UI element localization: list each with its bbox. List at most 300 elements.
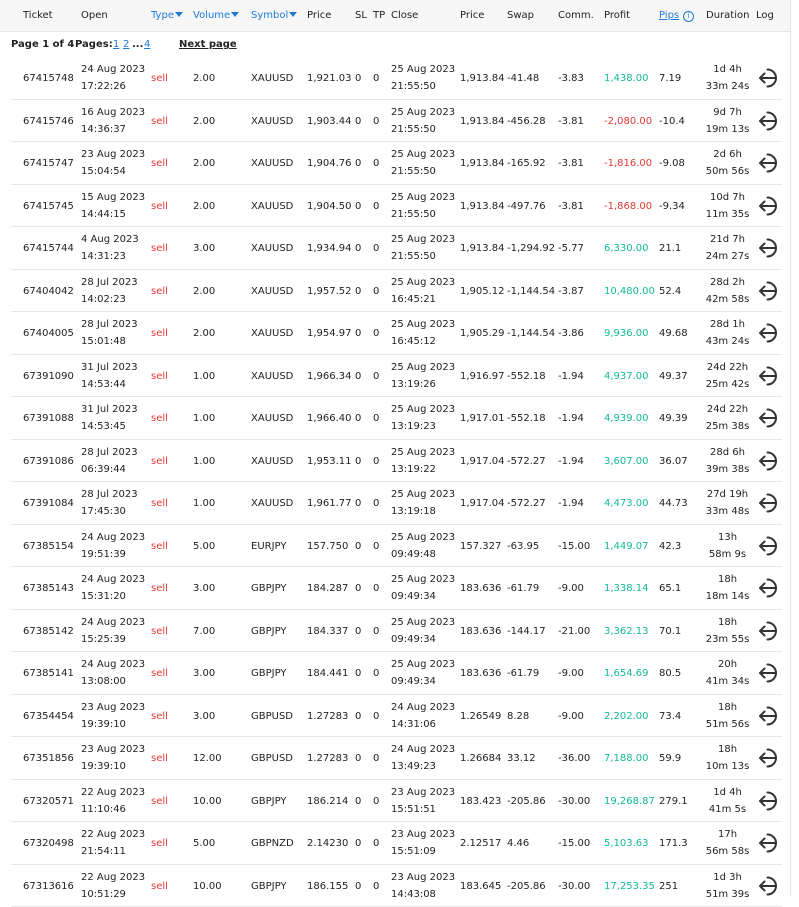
cell-open-time: 14:02:23	[81, 294, 126, 305]
cell-close-time: 21:55:50	[391, 166, 436, 177]
cell-close-date: 25 Aug 2023	[391, 149, 455, 160]
cell-close-date: 25 Aug 2023	[391, 489, 455, 500]
cell-sl: 0	[355, 626, 361, 637]
cell-comm: -3.81	[558, 116, 584, 127]
col-type-label: Type	[151, 10, 174, 21]
col-symbol-sort[interactable]	[251, 10, 297, 21]
cell-close-date: 25 Aug 2023	[391, 404, 455, 415]
cell-profit: 1,654.69	[604, 668, 649, 679]
cell-swap: -61.79	[507, 668, 539, 679]
cell-close-price: 1,913.84	[460, 243, 505, 254]
cell-close-date: 25 Aug 2023	[391, 192, 455, 203]
cell-comm: -3.86	[558, 328, 584, 339]
cell-open-date: 24 Aug 2023	[81, 659, 145, 670]
cell-type: sell	[151, 668, 168, 679]
cell-volume: 10.00	[193, 881, 222, 892]
cell-volume: 3.00	[193, 711, 215, 722]
cell-profit: 3,607.00	[604, 456, 649, 467]
cell-price: 157.750	[307, 541, 348, 552]
cell-duration-days: 10d 7h	[701, 192, 754, 203]
table-row	[11, 610, 782, 653]
exit-arrow-icon[interactable]	[755, 661, 779, 685]
cell-comm: -15.00	[558, 838, 590, 849]
cell-swap: -205.86	[507, 796, 546, 807]
cell-duration-days: 27d 19h	[701, 489, 754, 500]
cell-symbol: XAUUSD	[251, 498, 293, 509]
cell-volume: 2.00	[193, 201, 215, 212]
cell-swap: -497.76	[507, 201, 546, 212]
cell-tp: 0	[373, 116, 379, 127]
cell-type: sell	[151, 711, 168, 722]
cell-open-time: 15:01:48	[81, 336, 126, 347]
cell-volume: 12.00	[193, 753, 222, 764]
exit-arrow-icon[interactable]	[755, 194, 779, 218]
cell-tp: 0	[373, 838, 379, 849]
cell-close-price: 1,917.01	[460, 413, 505, 424]
cell-close-date: 25 Aug 2023	[391, 277, 455, 288]
cell-open-time: 14:53:44	[81, 379, 126, 390]
cell-pips: 70.1	[659, 626, 681, 637]
cell-swap: -165.92	[507, 158, 546, 169]
cell-pips: 52.4	[659, 286, 681, 297]
cell-ticket: 67415744	[23, 243, 74, 254]
cell-pips: -9.08	[659, 158, 685, 169]
cell-sl: 0	[355, 711, 361, 722]
cell-duration-time: 51m 56s	[701, 719, 754, 730]
cell-comm: -30.00	[558, 796, 590, 807]
exit-arrow-icon[interactable]	[755, 151, 779, 175]
cell-close-time: 13:49:23	[391, 761, 436, 772]
cell-close-time: 21:55:50	[391, 209, 436, 220]
cell-symbol: XAUUSD	[251, 456, 293, 467]
exit-arrow-icon[interactable]	[755, 66, 779, 90]
page-link-4[interactable]: 4	[144, 39, 150, 50]
cell-profit: 10,480.00	[604, 286, 655, 297]
cell-comm: -36.00	[558, 753, 590, 764]
cell-open-time: 14:36:37	[81, 124, 126, 135]
cell-volume: 1.00	[193, 413, 215, 424]
cell-profit: 4,473.00	[604, 498, 649, 509]
cell-sl: 0	[355, 201, 361, 212]
col-volume-label: Volume	[193, 10, 230, 21]
exit-arrow-icon[interactable]	[755, 789, 779, 813]
cell-close-date: 24 Aug 2023	[391, 744, 455, 755]
cell-tp: 0	[373, 243, 379, 254]
cell-open-time: 14:53:45	[81, 421, 126, 432]
cell-volume: 1.00	[193, 371, 215, 382]
cell-comm: -1.94	[558, 371, 584, 382]
cell-pips: 251	[659, 881, 678, 892]
cell-pips: 42.3	[659, 541, 681, 552]
cell-swap: -552.18	[507, 413, 546, 424]
col-close: Close	[391, 10, 418, 21]
page-ellipsis: ...	[132, 39, 143, 50]
cell-open-time: 21:54:11	[81, 846, 126, 857]
caret-down-icon	[289, 12, 297, 17]
cell-price: 1.27283	[307, 753, 348, 764]
cell-duration-time: 50m 56s	[701, 166, 754, 177]
cell-ticket: 67385143	[23, 583, 74, 594]
cell-close-date: 23 Aug 2023	[391, 872, 455, 883]
cell-duration-time: 42m 58s	[701, 294, 754, 305]
cell-comm: -9.00	[558, 668, 584, 679]
cell-open-time: 10:51:29	[81, 889, 126, 900]
cell-swap: -63.95	[507, 541, 539, 552]
cell-close-time: 15:51:51	[391, 804, 436, 815]
cell-close-time: 13:19:18	[391, 506, 436, 517]
exit-arrow-icon[interactable]	[755, 491, 779, 515]
cell-open-date: 22 Aug 2023	[81, 872, 145, 883]
cell-comm: -5.77	[558, 243, 584, 254]
cell-tp: 0	[373, 456, 379, 467]
exit-arrow-icon[interactable]	[755, 236, 779, 260]
table-row	[11, 567, 782, 610]
cell-pips: 49.39	[659, 413, 688, 424]
cell-pips: 44.73	[659, 498, 688, 509]
exit-arrow-icon[interactable]	[755, 746, 779, 770]
cell-tp: 0	[373, 73, 379, 84]
cell-duration-days: 9d 7h	[701, 107, 754, 118]
cell-close-date: 25 Aug 2023	[391, 107, 455, 118]
cell-open-date: 23 Aug 2023	[81, 744, 145, 755]
cell-close-date: 25 Aug 2023	[391, 532, 455, 543]
cell-close-price: 183.636	[460, 583, 501, 594]
cell-duration-time: 58m 9s	[701, 549, 754, 560]
cell-open-date: 24 Aug 2023	[81, 617, 145, 628]
cell-duration-time: 24m 27s	[701, 251, 754, 262]
exit-arrow-icon[interactable]	[755, 619, 779, 643]
cell-close-date: 25 Aug 2023	[391, 319, 455, 330]
cell-swap: 8.28	[507, 711, 529, 722]
exit-arrow-icon[interactable]	[755, 534, 779, 558]
exit-arrow-icon[interactable]	[755, 279, 779, 303]
cell-duration-days: 24d 22h	[701, 362, 754, 373]
cell-symbol: GBPUSD	[251, 753, 293, 764]
info-icon[interactable]: i	[683, 11, 694, 22]
cell-symbol: XAUUSD	[251, 371, 293, 382]
cell-pips: 80.5	[659, 668, 681, 679]
cell-sl: 0	[355, 286, 361, 297]
cell-profit: 9,936.00	[604, 328, 649, 339]
cell-symbol: GBPJPY	[251, 626, 287, 637]
cell-profit: -2,080.00	[604, 116, 652, 127]
col-type-sort[interactable]	[151, 10, 183, 21]
exit-arrow-icon[interactable]	[755, 364, 779, 388]
cell-open-time: 06:39:44	[81, 464, 126, 475]
cell-close-price: 1,913.84	[460, 158, 505, 169]
cell-volume: 7.00	[193, 626, 215, 637]
cell-comm: -3.81	[558, 201, 584, 212]
cell-open-date: 15 Aug 2023	[81, 192, 145, 203]
table-header	[0, 0, 790, 32]
cell-pips: 279.1	[659, 796, 688, 807]
col-volume-sort[interactable]	[193, 10, 239, 21]
col-pips-sort[interactable]	[659, 10, 694, 22]
table-row	[11, 185, 782, 228]
cell-price: 184.287	[307, 583, 348, 594]
cell-close-price: 183.636	[460, 626, 501, 637]
cell-duration-days: 24d 22h	[701, 404, 754, 415]
cell-duration-days: 1d 3h	[701, 872, 754, 883]
cell-price: 1,904.76	[307, 158, 352, 169]
cell-close-time: 13:19:26	[391, 379, 436, 390]
cell-symbol: XAUUSD	[251, 116, 293, 127]
exit-arrow-icon[interactable]	[755, 406, 779, 430]
cell-duration-days: 18h	[701, 617, 754, 628]
cell-close-time: 09:49:34	[391, 591, 436, 602]
cell-close-price: 1,913.84	[460, 116, 505, 127]
table-row	[11, 482, 782, 525]
cell-sl: 0	[355, 796, 361, 807]
cell-tp: 0	[373, 371, 379, 382]
page-link-1[interactable]: 1	[113, 39, 119, 50]
cell-swap: -1,144.54	[507, 328, 555, 339]
trade-table-body	[11, 57, 782, 907]
cell-comm: -21.00	[558, 626, 590, 637]
cell-close-price: 1.26549	[460, 711, 501, 722]
table-row	[11, 397, 782, 440]
cell-close-price: 1,905.12	[460, 286, 505, 297]
cell-open-time: 13:08:00	[81, 676, 126, 687]
cell-swap: -61.79	[507, 583, 539, 594]
col-price: Price	[307, 10, 331, 21]
exit-arrow-icon[interactable]	[755, 109, 779, 133]
cell-price: 184.337	[307, 626, 348, 637]
cell-sl: 0	[355, 158, 361, 169]
cell-open-date: 28 Jul 2023	[81, 489, 138, 500]
cell-close-date: 25 Aug 2023	[391, 64, 455, 75]
cell-close-date: 25 Aug 2023	[391, 447, 455, 458]
cell-volume: 1.00	[193, 456, 215, 467]
cell-ticket: 67391090	[23, 371, 74, 382]
cell-close-date: 25 Aug 2023	[391, 362, 455, 373]
table-row	[11, 652, 782, 695]
cell-pips: 49.37	[659, 371, 688, 382]
cell-close-price: 2.12517	[460, 838, 501, 849]
cell-price: 186.214	[307, 796, 348, 807]
cell-symbol: XAUUSD	[251, 286, 293, 297]
cell-price: 1,953.11	[307, 456, 352, 467]
cell-duration-days: 21d 7h	[701, 234, 754, 245]
cell-sl: 0	[355, 753, 361, 764]
cell-symbol: GBPJPY	[251, 881, 287, 892]
exit-arrow-icon[interactable]	[755, 321, 779, 345]
page-link-2[interactable]: 2	[123, 39, 129, 50]
cell-pips: 59.9	[659, 753, 681, 764]
cell-open-date: 31 Jul 2023	[81, 362, 138, 373]
next-page-link[interactable]: Next page	[179, 39, 237, 50]
cell-volume: 1.00	[193, 498, 215, 509]
cell-close-time: 16:45:21	[391, 294, 436, 305]
cell-close-date: 24 Aug 2023	[391, 702, 455, 713]
cell-price: 1.27283	[307, 711, 348, 722]
cell-close-price: 1,913.84	[460, 73, 505, 84]
cell-close-price: 1,913.84	[460, 201, 505, 212]
cell-symbol: GBPJPY	[251, 583, 287, 594]
cell-close-time: 16:45:12	[391, 336, 436, 347]
cell-tp: 0	[373, 583, 379, 594]
table-row	[11, 780, 782, 823]
cell-type: sell	[151, 796, 168, 807]
cell-open-date: 28 Jul 2023	[81, 447, 138, 458]
cell-type: sell	[151, 328, 168, 339]
cell-ticket: 67415746	[23, 116, 74, 127]
cell-close-time: 14:31:06	[391, 719, 436, 730]
cell-comm: -1.94	[558, 498, 584, 509]
cell-symbol: GBPJPY	[251, 796, 287, 807]
cell-open-date: 22 Aug 2023	[81, 829, 145, 840]
cell-tp: 0	[373, 796, 379, 807]
caret-down-icon	[175, 12, 183, 17]
pagination	[0, 32, 790, 58]
cell-tp: 0	[373, 668, 379, 679]
cell-type: sell	[151, 116, 168, 127]
cell-volume: 2.00	[193, 116, 215, 127]
cell-type: sell	[151, 413, 168, 424]
cell-type: sell	[151, 838, 168, 849]
cell-duration-days: 28d 1h	[701, 319, 754, 330]
cell-close-price: 183.636	[460, 668, 501, 679]
cell-open-date: 23 Aug 2023	[81, 149, 145, 160]
cell-ticket: 67385154	[23, 541, 74, 552]
cell-symbol: GBPJPY	[251, 668, 287, 679]
cell-close-time: 15:51:09	[391, 846, 436, 857]
cell-sl: 0	[355, 73, 361, 84]
col-duration: Duration	[706, 10, 749, 21]
exit-arrow-icon[interactable]	[755, 704, 779, 728]
cell-open-time: 15:25:39	[81, 634, 126, 645]
cell-duration-time: 23m 55s	[701, 634, 754, 645]
cell-profit: 2,202.00	[604, 711, 649, 722]
cell-symbol: XAUUSD	[251, 73, 293, 84]
cell-open-date: 23 Aug 2023	[81, 702, 145, 713]
cell-comm: -30.00	[558, 881, 590, 892]
cell-comm: -1.94	[558, 413, 584, 424]
table-row	[11, 100, 782, 143]
cell-close-date: 23 Aug 2023	[391, 829, 455, 840]
cell-close-price: 183.645	[460, 881, 501, 892]
cell-swap: -144.17	[507, 626, 546, 637]
cell-comm: -1.94	[558, 456, 584, 467]
table-row	[11, 312, 782, 355]
cell-price: 1,957.52	[307, 286, 352, 297]
cell-ticket: 67391084	[23, 498, 74, 509]
cell-pips: 36.07	[659, 456, 688, 467]
cell-ticket: 67354454	[23, 711, 74, 722]
cell-ticket: 67313616	[23, 881, 74, 892]
cell-open-date: 24 Aug 2023	[81, 532, 145, 543]
cell-tp: 0	[373, 158, 379, 169]
cell-open-time: 17:22:26	[81, 81, 126, 92]
cell-duration-time: 18m 14s	[701, 591, 754, 602]
exit-arrow-icon[interactable]	[755, 576, 779, 600]
cell-pips: 7.19	[659, 73, 681, 84]
cell-open-time: 19:51:39	[81, 549, 126, 560]
cell-pips: 73.4	[659, 711, 681, 722]
cell-symbol: GBPNZD	[251, 838, 294, 849]
cell-close-price: 183.423	[460, 796, 501, 807]
cell-type: sell	[151, 881, 168, 892]
table-row	[11, 822, 782, 865]
cell-tp: 0	[373, 498, 379, 509]
cell-duration-time: 33m 48s	[701, 506, 754, 517]
cell-profit: 19,268.87	[604, 796, 655, 807]
cell-pips: -9.34	[659, 201, 685, 212]
cell-symbol: XAUUSD	[251, 158, 293, 169]
cell-volume: 5.00	[193, 541, 215, 552]
cell-duration-days: 1d 4h	[701, 64, 754, 75]
cell-close-price: 1,917.04	[460, 456, 505, 467]
cell-open-date: 24 Aug 2023	[81, 574, 145, 585]
cell-duration-time: 25m 38s	[701, 421, 754, 432]
page-status: Page 1 of 4	[11, 39, 74, 50]
cell-volume: 2.00	[193, 328, 215, 339]
cell-price: 1,966.40	[307, 413, 352, 424]
cell-duration-time: 19m 13s	[701, 124, 754, 135]
cell-swap: -572.27	[507, 498, 546, 509]
cell-profit: 4,937.00	[604, 371, 649, 382]
cell-close-date: 25 Aug 2023	[391, 234, 455, 245]
cell-price: 184.441	[307, 668, 348, 679]
cell-type: sell	[151, 73, 168, 84]
cell-close-price: 1,917.04	[460, 498, 505, 509]
cell-sl: 0	[355, 243, 361, 254]
cell-sl: 0	[355, 413, 361, 424]
cell-ticket: 67391086	[23, 456, 74, 467]
col-ticket: Ticket	[23, 10, 53, 21]
cell-open-time: 19:39:10	[81, 719, 126, 730]
cell-swap: -572.27	[507, 456, 546, 467]
exit-arrow-icon[interactable]	[755, 449, 779, 473]
col-log: Log	[756, 10, 774, 21]
cell-type: sell	[151, 583, 168, 594]
cell-type: sell	[151, 286, 168, 297]
cell-swap: -1,144.54	[507, 286, 555, 297]
table-row	[11, 440, 782, 483]
cell-ticket: 67415745	[23, 201, 74, 212]
cell-type: sell	[151, 753, 168, 764]
cell-symbol: XAUUSD	[251, 243, 293, 254]
col-comm: Comm.	[558, 10, 594, 21]
cell-tp: 0	[373, 626, 379, 637]
cell-type: sell	[151, 371, 168, 382]
cell-tp: 0	[373, 541, 379, 552]
exit-arrow-icon[interactable]	[755, 874, 779, 898]
cell-swap: -41.48	[507, 73, 539, 84]
cell-open-time: 14:31:23	[81, 251, 126, 262]
cell-type: sell	[151, 456, 168, 467]
cell-ticket: 67320498	[23, 838, 74, 849]
cell-close-time: 09:49:48	[391, 549, 436, 560]
cell-profit: -1,868.00	[604, 201, 652, 212]
cell-type: sell	[151, 201, 168, 212]
cell-volume: 10.00	[193, 796, 222, 807]
cell-open-date: 22 Aug 2023	[81, 787, 145, 798]
cell-type: sell	[151, 541, 168, 552]
table-row	[11, 865, 782, 907]
col-swap: Swap	[507, 10, 534, 21]
cell-ticket: 67385141	[23, 668, 74, 679]
exit-arrow-icon[interactable]	[755, 831, 779, 855]
cell-tp: 0	[373, 413, 379, 424]
cell-profit: -1,816.00	[604, 158, 652, 169]
cell-close-date: 25 Aug 2023	[391, 659, 455, 670]
cell-comm: -15.00	[558, 541, 590, 552]
cell-sl: 0	[355, 668, 361, 679]
cell-profit: 1,338.14	[604, 583, 649, 594]
cell-profit: 4,939.00	[604, 413, 649, 424]
cell-volume: 2.00	[193, 286, 215, 297]
